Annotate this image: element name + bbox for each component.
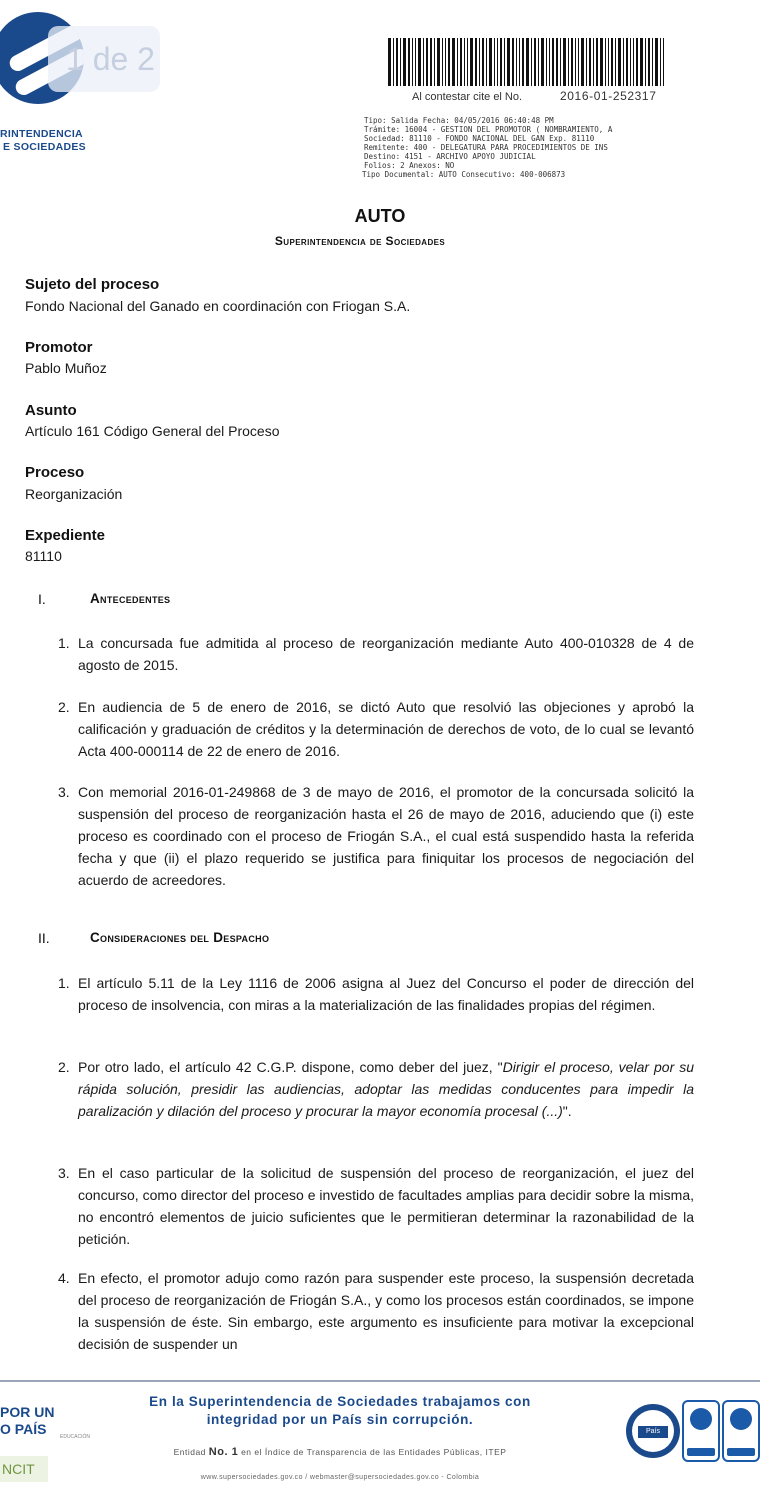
item-text: En el caso particular de la solicitud de suspensión del proceso de reorganización, el juez del concurso, como director del proceso e investido de facultades amplias para decidir sobre la misma, no encontró elementos de juicio suficientes que le permitieran determinar la razonabilidad de la petición. [78, 1165, 694, 1247]
item-number: 2. [58, 1059, 70, 1075]
cite-label: Al contestar cite el No. [412, 91, 523, 103]
field-label-sujeto: Sujeto del proceso [25, 276, 160, 293]
footer-web: www.supersociedades.gov.co / webmaster@supersociedades.gov.co - Colombia [200, 1474, 480, 1481]
field-value-promotor: Pablo Muñoz [25, 360, 107, 376]
meta-line: Trámite: 16004 - GESTION DEL PROMOTOR ( NOMBRAMIENTO, A [364, 125, 613, 134]
section-title-antecedentes: Antecedentes [90, 591, 171, 606]
list-item [58, 781, 694, 891]
field-value-expediente: 81110 [25, 548, 62, 564]
logo-text-line2: E SOCIEDADES [3, 141, 86, 153]
item-number: 4. [58, 1270, 70, 1286]
list-item [58, 972, 694, 1016]
section-number: II. [38, 930, 50, 946]
meta-line: Tipo: Salida Fecha: 04/05/2016 06:40:48 PM [364, 116, 554, 125]
list-item [58, 632, 694, 676]
item-text-before: Por otro lado, el artículo 42 C.G.P. dispone, como deber del juez, " [78, 1059, 503, 1075]
seal-icon [626, 1404, 680, 1458]
section-title-consideraciones: Consideraciones del Despacho [90, 930, 270, 945]
section-number: I. [38, 591, 46, 607]
footer-message-line2: integridad por un País sin corrupción. [206, 1412, 474, 1427]
footer-campaign-tagline: EDUCACIÓN [60, 1434, 91, 1440]
field-label-proceso: Proceso [25, 464, 85, 481]
field-label-asunto: Asunto [25, 402, 77, 419]
meta-line: Sociedad: 81110 - FONDO NACIONAL DEL GAN Exp. 81110 [364, 134, 595, 143]
footer-message-line1: En la Superintendencia de Sociedades trabajamos con [149, 1394, 531, 1409]
meta-line: Tipo Documental: AUTO Consecutivo: 400-006873 [362, 170, 566, 179]
logo-text-line1: RINTENDENCIA [0, 128, 83, 140]
page-indicator: 1 de 2 [48, 26, 160, 92]
entidad-number: No. 1 [208, 1446, 239, 1458]
list-item [58, 696, 694, 762]
item-text: En audiencia de 5 de enero de 2016, se dictó Auto que resolvió las objeciones y aprobó la calificación y graduación de créditos y la determinación de derechos de voto, de lo cual se levantó Acta 400-000114 de 22 de enero de 2016. [78, 699, 694, 759]
quoted-article-text: Dirigir el proceso, velar por su rápida solución, presidir las audiencias, adoptar las medidas conducentes para impedir la paralización y dilación del proceso y procurar la mayor economía procesal (...) [78, 1059, 694, 1119]
item-text: En efecto, el promotor adujo como razón para suspender este proceso, la suspensión decretada del proceso de reorganización de Friogán S.A., y como los procesos están coordinados, se impone la suspensión de éste. Sin embargo, este argumento es insuficiente para motivar la excepcional decisión de suspender un [78, 1270, 694, 1352]
field-value-proceso: Reorganización [25, 486, 123, 502]
item-text: Con memorial 2016-01-249868 de 3 de mayo de 2016, el promotor de la concursada solicitó la suspensión del proceso de reorganización hasta el 26 de mayo de 2016, aduciendo que (i) este proceso es coordinado con el proceso de Friogán S.A., el cual está suspendido hasta la referida fecha y que (ii) el plazo requerido se justifica para finiquitar los procesos de negociación del acuerdo de acreedores. [78, 784, 694, 888]
entidad-rest: en el Índice de Transparencia de las Entidades Públicas, ITEP [241, 1447, 507, 1457]
footer-campaign-logo [0, 1404, 54, 1438]
item-number: 3. [58, 1165, 70, 1181]
certification-badge-icon [722, 1400, 760, 1462]
meta-line: Remitente: 400 - DELEGATURA PARA PROCEDIMIENTOS DE INS [364, 143, 608, 152]
field-label-promotor: Promotor [25, 339, 93, 356]
cite-number: 2016-01-252317 [560, 89, 657, 103]
list-item [58, 1162, 694, 1250]
footer-campaign-line2: O PAÍS [0, 1421, 47, 1437]
document-title: AUTO [354, 206, 406, 226]
item-text: El artículo 5.11 de la Ley 1116 de 2006 asigna al Juez del Concurso el poder de dirección del proceso de insolvencia, con miras a la materialización de las finalidades propias del régimen. [78, 975, 694, 1013]
field-value-sujeto: Fondo Nacional del Ganado en coordinación con Friogan S.A. [25, 298, 411, 314]
list-item [58, 1267, 694, 1355]
footer-divider [0, 1380, 760, 1382]
item-text: La concursada fue admitida al proceso de reorganización mediante Auto 400-010328 de 4 de agosto de 2015. [78, 635, 694, 673]
footer-campaign-line1: POR UN [0, 1404, 55, 1420]
item-text-after: ". [562, 1103, 572, 1119]
list-item [58, 1056, 694, 1122]
entidad-prefix: Entidad [173, 1447, 206, 1457]
field-label-expediente: Expediente [25, 527, 106, 544]
field-value-asunto: Artículo 161 Código General del Proceso [25, 423, 280, 439]
seal-label: País [638, 1426, 668, 1438]
item-text [78, 1056, 694, 1122]
ncit-logo: NCIT [0, 1456, 48, 1482]
document-subtitle: Superintendencia de Sociedades [274, 234, 446, 248]
logo-text [0, 128, 86, 154]
meta-line: Destino: 4151 - ARCHIVO APOYO JUDICIAL [364, 152, 536, 161]
barcode [388, 38, 696, 86]
meta-line: Folios: 2 Anexos: NO [364, 161, 455, 170]
item-number: 1. [58, 975, 70, 991]
item-number: 3. [58, 784, 70, 800]
footer-entidad [96, 1446, 584, 1458]
item-number: 2. [58, 699, 70, 715]
certification-badge-icon [682, 1400, 720, 1462]
item-number: 1. [58, 635, 70, 651]
